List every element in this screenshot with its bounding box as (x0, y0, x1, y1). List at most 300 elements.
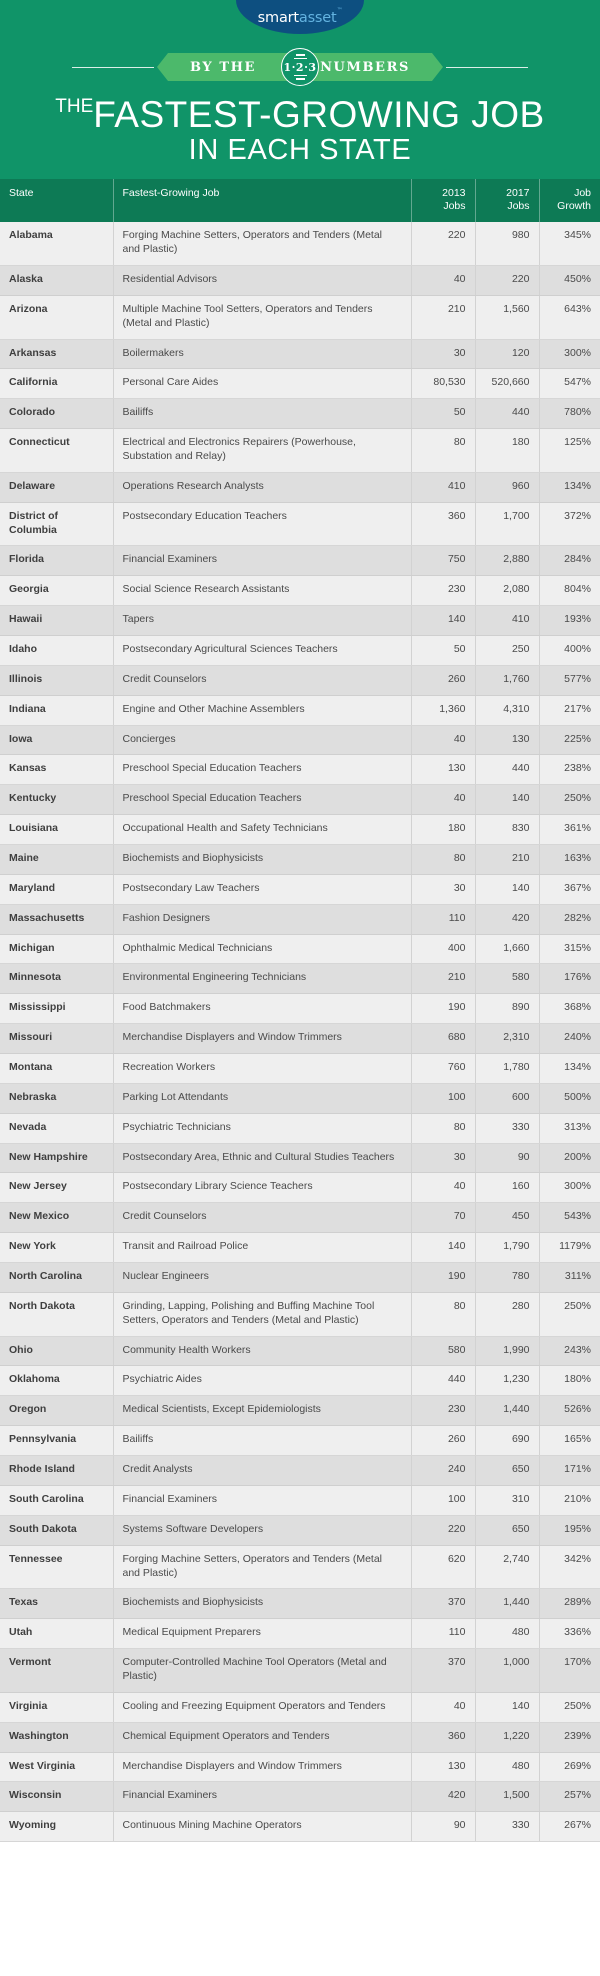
table-row (0, 576, 600, 606)
ribbon-rule-left (72, 67, 154, 68)
cell-2013: 40 (411, 1692, 475, 1722)
column-header-job[interactable]: Fastest-Growing Job (113, 179, 411, 222)
cell-job: Continuous Mining Machine Operators (113, 1812, 411, 1842)
cell-2013: 420 (411, 1782, 475, 1812)
cell-2013: 40 (411, 1173, 475, 1203)
cell-growth: 300% (539, 339, 600, 369)
cell-2013: 70 (411, 1203, 475, 1233)
table-row (0, 472, 600, 502)
cell-job: Biochemists and Biophysicists (113, 1589, 411, 1619)
cell-2013: 230 (411, 1396, 475, 1426)
table-row (0, 904, 600, 934)
table-body (0, 222, 600, 1841)
cell-state: Ohio (0, 1336, 113, 1366)
cell-state: Florida (0, 546, 113, 576)
cell-state: Kansas (0, 755, 113, 785)
cell-2017: 330 (475, 1113, 539, 1143)
cell-2013: 110 (411, 904, 475, 934)
cell-2017: 280 (475, 1292, 539, 1336)
cell-2017: 1,000 (475, 1649, 539, 1693)
logo-text-smart: smart (257, 9, 299, 26)
cell-growth: 311% (539, 1263, 600, 1293)
cell-state: Maine (0, 845, 113, 875)
cell-job: Systems Software Developers (113, 1515, 411, 1545)
cell-2013: 220 (411, 222, 475, 265)
cell-2013: 80 (411, 845, 475, 875)
cell-job: Credit Counselors (113, 665, 411, 695)
table-row (0, 369, 600, 399)
cell-growth: 372% (539, 502, 600, 546)
cell-growth: 243% (539, 1336, 600, 1366)
cell-2017: 1,230 (475, 1366, 539, 1396)
table-row (0, 1054, 600, 1084)
cell-job: Tapers (113, 606, 411, 636)
cell-2017: 2,310 (475, 1024, 539, 1054)
cell-job: Engine and Other Machine Assemblers (113, 695, 411, 725)
cell-growth: 200% (539, 1143, 600, 1173)
cell-2013: 680 (411, 1024, 475, 1054)
cell-job: Preschool Special Education Teachers (113, 785, 411, 815)
cell-2017: 580 (475, 964, 539, 994)
cell-job: Multiple Machine Tool Setters, Operators and Tenders (Metal and Plastic) (113, 295, 411, 339)
cell-state: North Carolina (0, 1263, 113, 1293)
cell-2017: 1,440 (475, 1396, 539, 1426)
cell-growth: 345% (539, 222, 600, 265)
cell-job: Postsecondary Agricultural Sciences Teachers (113, 636, 411, 666)
cell-2013: 1,360 (411, 695, 475, 725)
cell-job: Psychiatric Aides (113, 1366, 411, 1396)
cell-2017: 1,660 (475, 934, 539, 964)
cell-state: South Dakota (0, 1515, 113, 1545)
ribbon-banner (168, 53, 432, 81)
title-the: THE (55, 96, 94, 117)
table-row (0, 429, 600, 473)
badge-bar-top (294, 58, 307, 59)
cell-2013: 410 (411, 472, 475, 502)
header-2017-line2: Jobs (507, 200, 530, 213)
cell-growth: 125% (539, 429, 600, 473)
header-growth-line1: Job (574, 187, 591, 199)
cell-state: Oregon (0, 1396, 113, 1426)
cell-growth: 210% (539, 1485, 600, 1515)
table-row (0, 1143, 600, 1173)
cell-2013: 260 (411, 665, 475, 695)
table-row (0, 339, 600, 369)
cell-growth: 643% (539, 295, 600, 339)
table-row (0, 964, 600, 994)
table-row (0, 399, 600, 429)
cell-state: Tennessee (0, 1545, 113, 1589)
cell-growth: 313% (539, 1113, 600, 1143)
cell-2017: 1,760 (475, 665, 539, 695)
cell-2017: 2,080 (475, 576, 539, 606)
cell-2013: 210 (411, 295, 475, 339)
cell-growth: 543% (539, 1203, 600, 1233)
cell-2017: 140 (475, 874, 539, 904)
cell-2013: 360 (411, 1722, 475, 1752)
cell-job: Operations Research Analysts (113, 472, 411, 502)
cell-state: Wyoming (0, 1812, 113, 1842)
fastest-growing-jobs-table (0, 179, 600, 1842)
column-header-job-growth[interactable] (539, 179, 600, 222)
trademark-icon: ™ (336, 6, 343, 14)
cell-state: Alaska (0, 265, 113, 295)
cell-2017: 1,440 (475, 1589, 539, 1619)
table-row (0, 1292, 600, 1336)
cell-2017: 1,700 (475, 502, 539, 546)
table-row (0, 1426, 600, 1456)
numbers-badge-icon (281, 48, 319, 86)
table-row (0, 725, 600, 755)
column-header-2013-jobs[interactable] (411, 179, 475, 222)
cell-2017: 330 (475, 1812, 539, 1842)
cell-2013: 100 (411, 1485, 475, 1515)
cell-job: Bailiffs (113, 1426, 411, 1456)
cell-state: Oklahoma (0, 1366, 113, 1396)
cell-2017: 480 (475, 1752, 539, 1782)
cell-2013: 760 (411, 1054, 475, 1084)
cell-state: Missouri (0, 1024, 113, 1054)
cell-state: Utah (0, 1619, 113, 1649)
table-row (0, 1366, 600, 1396)
cell-job: Merchandise Displayers and Window Trimmers (113, 1024, 411, 1054)
cell-state: Georgia (0, 576, 113, 606)
cell-job: Credit Counselors (113, 1203, 411, 1233)
table-row (0, 1722, 600, 1752)
cell-state: Virginia (0, 1692, 113, 1722)
cell-2017: 600 (475, 1083, 539, 1113)
cell-state: Colorado (0, 399, 113, 429)
column-header-2017-jobs[interactable] (475, 179, 539, 222)
cell-growth: 250% (539, 785, 600, 815)
cell-job: Electrical and Electronics Repairers (Powerhouse, Substation and Relay) (113, 429, 411, 473)
table-row (0, 636, 600, 666)
cell-2017: 1,220 (475, 1722, 539, 1752)
table-row (0, 1263, 600, 1293)
cell-2013: 90 (411, 1812, 475, 1842)
cell-state: Illinois (0, 665, 113, 695)
cell-2013: 750 (411, 546, 475, 576)
table-row (0, 1336, 600, 1366)
cell-growth: 171% (539, 1456, 600, 1486)
cell-2013: 230 (411, 576, 475, 606)
cell-growth: 195% (539, 1515, 600, 1545)
cell-job: Psychiatric Technicians (113, 1113, 411, 1143)
cell-growth: 300% (539, 1173, 600, 1203)
cell-state: District of Columbia (0, 502, 113, 546)
cell-state: Maryland (0, 874, 113, 904)
table-row (0, 755, 600, 785)
cell-growth: 577% (539, 665, 600, 695)
table-row (0, 874, 600, 904)
cell-state: Michigan (0, 934, 113, 964)
cell-job: Preschool Special Education Teachers (113, 755, 411, 785)
cell-2017: 90 (475, 1143, 539, 1173)
table-row (0, 1173, 600, 1203)
cell-2013: 580 (411, 1336, 475, 1366)
table-row (0, 1812, 600, 1842)
table-row (0, 1396, 600, 1426)
cell-job: Medical Scientists, Except Epidemiologists (113, 1396, 411, 1426)
cell-2017: 2,880 (475, 546, 539, 576)
cell-job: Credit Analysts (113, 1456, 411, 1486)
cell-job: Recreation Workers (113, 1054, 411, 1084)
cell-job: Transit and Railroad Police (113, 1233, 411, 1263)
cell-state: Idaho (0, 636, 113, 666)
cell-job: Biochemists and Biophysicists (113, 845, 411, 875)
cell-state: Minnesota (0, 964, 113, 994)
ribbon-lead-text: BY THE (190, 59, 257, 75)
cell-2017: 4,310 (475, 695, 539, 725)
table-row (0, 1545, 600, 1589)
cell-state: South Carolina (0, 1485, 113, 1515)
ribbon-tail-text: NUMBERS (320, 59, 410, 75)
cell-growth: 165% (539, 1426, 600, 1456)
table-row (0, 1113, 600, 1143)
cell-2017: 120 (475, 339, 539, 369)
table-row (0, 1619, 600, 1649)
table-row (0, 1024, 600, 1054)
cell-state: Alabama (0, 222, 113, 265)
cell-growth: 336% (539, 1619, 600, 1649)
cell-2013: 360 (411, 502, 475, 546)
cell-2013: 180 (411, 815, 475, 845)
cell-growth: 170% (539, 1649, 600, 1693)
cell-state: New Jersey (0, 1173, 113, 1203)
table-row (0, 1083, 600, 1113)
cell-growth: 1179% (539, 1233, 600, 1263)
table-row (0, 546, 600, 576)
cell-2013: 100 (411, 1083, 475, 1113)
table-row (0, 665, 600, 695)
cell-2013: 620 (411, 1545, 475, 1589)
cell-2013: 40 (411, 785, 475, 815)
table-row (0, 1649, 600, 1693)
cell-job: Environmental Engineering Technicians (113, 964, 411, 994)
cell-2017: 1,500 (475, 1782, 539, 1812)
cell-growth: 400% (539, 636, 600, 666)
cell-job: Financial Examiners (113, 1485, 411, 1515)
cell-job: Social Science Research Assistants (113, 576, 411, 606)
header-2017-line1: 2017 (506, 187, 530, 199)
cell-2017: 210 (475, 845, 539, 875)
cell-growth: 547% (539, 369, 600, 399)
cell-state: Nevada (0, 1113, 113, 1143)
cell-2017: 250 (475, 636, 539, 666)
cell-2017: 440 (475, 755, 539, 785)
cell-state: Pennsylvania (0, 1426, 113, 1456)
cell-state: Connecticut (0, 429, 113, 473)
cell-2017: 1,990 (475, 1336, 539, 1366)
cell-2017: 1,560 (475, 295, 539, 339)
cell-job: Chemical Equipment Operators and Tenders (113, 1722, 411, 1752)
cell-growth: 361% (539, 815, 600, 845)
column-header-state[interactable]: State (0, 179, 113, 222)
cell-growth: 239% (539, 1722, 600, 1752)
cell-2017: 140 (475, 785, 539, 815)
cell-job: Postsecondary Law Teachers (113, 874, 411, 904)
cell-state: Iowa (0, 725, 113, 755)
cell-growth: 342% (539, 1545, 600, 1589)
cell-2013: 190 (411, 994, 475, 1024)
cell-2013: 50 (411, 636, 475, 666)
cell-state: Kentucky (0, 785, 113, 815)
cell-2013: 80,530 (411, 369, 475, 399)
cell-2013: 40 (411, 265, 475, 295)
cell-2013: 80 (411, 1292, 475, 1336)
cell-2013: 400 (411, 934, 475, 964)
cell-2013: 210 (411, 964, 475, 994)
table-row (0, 1233, 600, 1263)
cell-job: Parking Lot Attendants (113, 1083, 411, 1113)
cell-job: Ophthalmic Medical Technicians (113, 934, 411, 964)
cell-state: Louisiana (0, 815, 113, 845)
cell-2013: 110 (411, 1619, 475, 1649)
cell-2017: 650 (475, 1515, 539, 1545)
cell-state: Nebraska (0, 1083, 113, 1113)
cell-growth: 163% (539, 845, 600, 875)
cell-growth: 804% (539, 576, 600, 606)
cell-2017: 520,660 (475, 369, 539, 399)
cell-2017: 890 (475, 994, 539, 1024)
cell-2013: 40 (411, 725, 475, 755)
table-row (0, 934, 600, 964)
cell-state: Rhode Island (0, 1456, 113, 1486)
cell-job: Forging Machine Setters, Operators and Tenders (Metal and Plastic) (113, 1545, 411, 1589)
cell-job: Fashion Designers (113, 904, 411, 934)
logo-text-asset: asset (298, 9, 337, 26)
cell-growth: 368% (539, 994, 600, 1024)
page-title (0, 96, 600, 165)
cell-2017: 130 (475, 725, 539, 755)
cell-growth: 250% (539, 1292, 600, 1336)
cell-state: Arkansas (0, 339, 113, 369)
cell-2013: 80 (411, 1113, 475, 1143)
cell-2017: 2,740 (475, 1545, 539, 1589)
cell-growth: 282% (539, 904, 600, 934)
table-row (0, 1515, 600, 1545)
cell-state: North Dakota (0, 1292, 113, 1336)
cell-growth: 217% (539, 695, 600, 725)
badge-bar-bottom-short (296, 78, 305, 79)
cell-2017: 780 (475, 1263, 539, 1293)
cell-growth: 250% (539, 1692, 600, 1722)
cell-2017: 690 (475, 1426, 539, 1456)
table-row (0, 815, 600, 845)
cell-job: Personal Care Aides (113, 369, 411, 399)
cell-job: Computer-Controlled Machine Tool Operators (Metal and Plastic) (113, 1649, 411, 1693)
cell-growth: 289% (539, 1589, 600, 1619)
title-line-two: IN EACH STATE (188, 134, 412, 166)
cell-2013: 30 (411, 874, 475, 904)
cell-2013: 240 (411, 1456, 475, 1486)
header-2013-line1: 2013 (442, 187, 466, 199)
cell-job: Grinding, Lapping, Polishing and Buffing Machine Tool Setters, Operators and Tenders (Metal and Plastic) (113, 1292, 411, 1336)
cell-state: New York (0, 1233, 113, 1263)
cell-state: Indiana (0, 695, 113, 725)
table-row (0, 1782, 600, 1812)
cell-job: Bailiffs (113, 399, 411, 429)
table-row (0, 1456, 600, 1486)
cell-2013: 370 (411, 1649, 475, 1693)
table-row (0, 994, 600, 1024)
cell-state: Vermont (0, 1649, 113, 1693)
cell-job: Postsecondary Library Science Teachers (113, 1173, 411, 1203)
cell-state: Washington (0, 1722, 113, 1752)
by-the-numbers-ribbon (0, 48, 600, 86)
cell-job: Postsecondary Education Teachers (113, 502, 411, 546)
cell-2017: 410 (475, 606, 539, 636)
cell-2017: 310 (475, 1485, 539, 1515)
cell-growth: 257% (539, 1782, 600, 1812)
cell-growth: 193% (539, 606, 600, 636)
cell-growth: 225% (539, 725, 600, 755)
cell-state: West Virginia (0, 1752, 113, 1782)
cell-growth: 240% (539, 1024, 600, 1054)
cell-job: Concierges (113, 725, 411, 755)
badge-123-text: 1·2·3 (283, 60, 317, 74)
cell-2017: 220 (475, 265, 539, 295)
cell-2013: 370 (411, 1589, 475, 1619)
smartasset-logo[interactable] (236, 0, 364, 34)
cell-growth: 180% (539, 1366, 600, 1396)
cell-state: New Hampshire (0, 1143, 113, 1173)
cell-2013: 80 (411, 429, 475, 473)
table-row (0, 502, 600, 546)
table-row (0, 222, 600, 265)
table-row (0, 1692, 600, 1722)
cell-state: California (0, 369, 113, 399)
cell-job: Nuclear Engineers (113, 1263, 411, 1293)
header-growth-line2: Growth (557, 200, 591, 213)
cell-job: Postsecondary Area, Ethnic and Cultural Studies Teachers (113, 1143, 411, 1173)
header-banner (0, 0, 600, 179)
cell-job: Financial Examiners (113, 1782, 411, 1812)
cell-2017: 140 (475, 1692, 539, 1722)
table-header-row (0, 179, 600, 222)
cell-job: Occupational Health and Safety Technicians (113, 815, 411, 845)
cell-growth: 450% (539, 265, 600, 295)
cell-state: Massachusetts (0, 904, 113, 934)
header-2013-line2: Jobs (443, 200, 466, 213)
cell-2017: 450 (475, 1203, 539, 1233)
cell-growth: 134% (539, 1054, 600, 1084)
cell-2017: 420 (475, 904, 539, 934)
table-row (0, 1589, 600, 1619)
table-row (0, 606, 600, 636)
cell-2013: 130 (411, 755, 475, 785)
table-row (0, 1485, 600, 1515)
cell-2013: 50 (411, 399, 475, 429)
table-header (0, 179, 600, 222)
logo-container (0, 0, 600, 34)
cell-2017: 440 (475, 399, 539, 429)
cell-growth: 176% (539, 964, 600, 994)
table-row (0, 695, 600, 725)
cell-state: Arizona (0, 295, 113, 339)
cell-2017: 180 (475, 429, 539, 473)
cell-2013: 130 (411, 1752, 475, 1782)
cell-state: Delaware (0, 472, 113, 502)
cell-2017: 1,790 (475, 1233, 539, 1263)
cell-growth: 267% (539, 1812, 600, 1842)
cell-job: Medical Equipment Preparers (113, 1619, 411, 1649)
table-row (0, 785, 600, 815)
cell-growth: 284% (539, 546, 600, 576)
cell-2017: 650 (475, 1456, 539, 1486)
table-row (0, 265, 600, 295)
cell-job: Residential Advisors (113, 265, 411, 295)
